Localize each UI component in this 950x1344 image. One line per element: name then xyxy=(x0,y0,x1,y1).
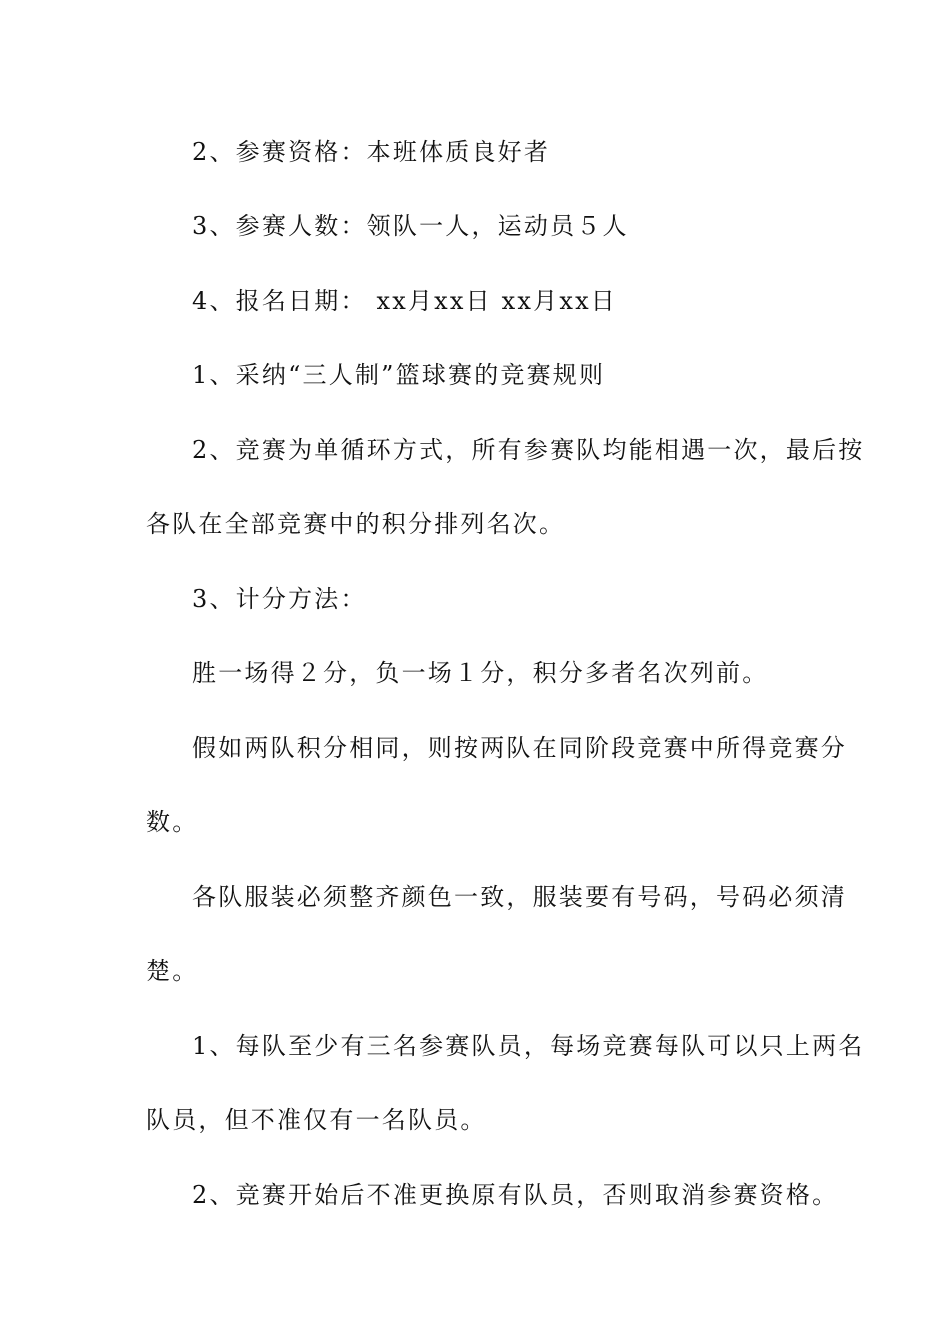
paragraph-roster-line1: 1、每队至少有三名参赛队员，每场竞赛每队可以只上两名 xyxy=(192,1032,865,1060)
paragraph-uniform-line2: 楚。 xyxy=(146,957,199,985)
paragraph-team-size: 3、参赛人数：领队一人，运动员５人 xyxy=(192,212,629,240)
paragraph-format-line1: 2、竞赛为单循环方式，所有参赛队均能相遇一次，最后按 xyxy=(192,436,865,464)
paragraph-format-line2: 各队在全部竞赛中的积分排列名次。 xyxy=(146,510,566,538)
paragraph-scoring-heading: 3、计分方法： xyxy=(192,585,367,613)
paragraph-substitution: 2、竞赛开始后不准更换原有队员，否则取消参赛资格。 xyxy=(192,1181,839,1209)
paragraph-tiebreak-line1: 假如两队积分相同，则按两队在同阶段竞赛中所得竞赛分 xyxy=(192,734,847,762)
paragraph-tiebreak-line2: 数。 xyxy=(146,808,199,836)
paragraph-scoring-points: 胜一场得２分，负一场１分，积分多者名次列前。 xyxy=(192,659,769,687)
paragraph-eligibility: 2、参赛资格：本班体质良好者 xyxy=(192,138,551,166)
paragraph-uniform-line1: 各队服装必须整齐颜色一致，服装要有号码，号码必须清 xyxy=(192,883,847,911)
paragraph-rules: 1、采纳“三人制”篮球赛的竞赛规则 xyxy=(192,361,606,389)
paragraph-registration-date: 4、报名日期： xx月xx日 xx月xx日 xyxy=(192,287,618,315)
paragraph-roster-line2: 队员，但不准仅有一名队员。 xyxy=(146,1106,487,1134)
